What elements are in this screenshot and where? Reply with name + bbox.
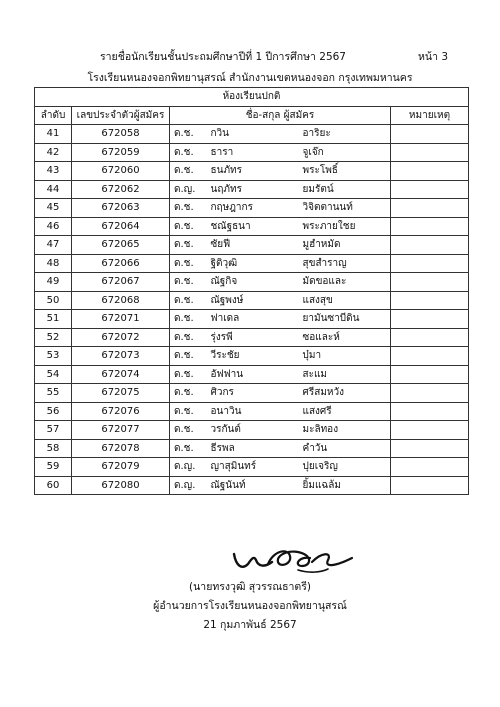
name-prefix: ด.ช.: [170, 217, 207, 236]
name-prefix: ด.ช.: [170, 328, 207, 347]
table-row: [35, 365, 469, 384]
last-name: มูฮำหมัด: [299, 236, 391, 255]
last-name: ยามันซาบีดิน: [299, 310, 391, 329]
last-name: ยมรัตน์: [299, 180, 391, 199]
last-name: มัดขอและ: [299, 273, 391, 292]
table-row: [35, 273, 469, 292]
applicant-id: 672063: [72, 199, 170, 218]
remark-cell: [391, 254, 469, 273]
remark-cell: [391, 328, 469, 347]
row-number: 59: [35, 458, 72, 477]
table-row: [35, 421, 469, 440]
row-number: 41: [35, 125, 72, 144]
last-name: สุขสำราญ: [299, 254, 391, 273]
first-name: อัฟฟาน: [207, 365, 299, 384]
signature-date: 21 กุมภาพันธ์ 2567: [203, 619, 297, 631]
name-prefix: ด.ญ.: [170, 476, 207, 495]
column-header-remark: หมายเหตุ: [391, 106, 469, 125]
name-prefix: ด.ช.: [170, 162, 207, 181]
applicant-id: 672060: [72, 162, 170, 181]
applicant-id: 672071: [72, 310, 170, 329]
remark-cell: [391, 402, 469, 421]
applicant-id: 672079: [72, 458, 170, 477]
column-header-no: ลำดับ: [35, 106, 72, 125]
name-prefix: ด.ช.: [170, 421, 207, 440]
table-row: [35, 458, 469, 477]
row-number: 49: [35, 273, 72, 292]
table-row: [35, 217, 469, 236]
row-number: 47: [35, 236, 72, 255]
first-name: วรกันต์: [207, 421, 299, 440]
name-prefix: ด.ช.: [170, 143, 207, 162]
name-prefix: ด.ช.: [170, 125, 207, 144]
applicant-id: 672072: [72, 328, 170, 347]
name-prefix: ด.ช.: [170, 365, 207, 384]
section-header: ห้องเรียนปกติ: [35, 88, 469, 107]
remark-cell: [391, 273, 469, 292]
row-number: 56: [35, 402, 72, 421]
last-name: คำวัน: [299, 439, 391, 458]
table-row: [35, 291, 469, 310]
first-name: ชณัฐธนา: [207, 217, 299, 236]
row-number: 53: [35, 347, 72, 366]
applicant-id: 672066: [72, 254, 170, 273]
first-name: อนาวิน: [207, 402, 299, 421]
last-name: ปุยเจริญ: [299, 458, 391, 477]
applicant-id: 672068: [72, 291, 170, 310]
page-number: หน้า 3: [418, 51, 449, 63]
row-number: 58: [35, 439, 72, 458]
remark-cell: [391, 365, 469, 384]
name-prefix: ด.ญ.: [170, 458, 207, 477]
remark-cell: [391, 199, 469, 218]
name-prefix: ด.ช.: [170, 402, 207, 421]
first-name: ณัฐนันท์: [207, 476, 299, 495]
name-prefix: ด.ช.: [170, 291, 207, 310]
row-number: 50: [35, 291, 72, 310]
remark-cell: [391, 476, 469, 495]
name-prefix: ด.ช.: [170, 347, 207, 366]
remark-cell: [391, 310, 469, 329]
row-number: 45: [35, 199, 72, 218]
last-name: มะลิทอง: [299, 421, 391, 440]
last-name: ซอและห์: [299, 328, 391, 347]
remark-cell: [391, 384, 469, 403]
last-name: จูเจ๊ก: [299, 143, 391, 162]
table-row: [35, 328, 469, 347]
school-line: โรงเรียนหนองจอกพิทยานุสรณ์ สำนักงานเขตหนองจอก กรุงเทพมหานคร: [87, 72, 413, 84]
column-header-applicant-id: เลขประจำตัวผู้สมัคร: [72, 106, 170, 125]
row-number: 51: [35, 310, 72, 329]
row-number: 46: [35, 217, 72, 236]
applicant-id: 672067: [72, 273, 170, 292]
applicant-id: 672059: [72, 143, 170, 162]
table-body: [35, 125, 469, 495]
table-row: [35, 439, 469, 458]
first-name: ธีรพล: [207, 439, 299, 458]
row-number: 55: [35, 384, 72, 403]
name-prefix: ด.ญ.: [170, 180, 207, 199]
signer-name: (นายทรงวุฒิ สุวรรณธาตรี): [189, 581, 311, 593]
table-row: [35, 162, 469, 181]
row-number: 60: [35, 476, 72, 495]
first-name: กวิน: [207, 125, 299, 144]
first-name: นฤภัทร: [207, 180, 299, 199]
first-name: ธนภัทร: [207, 162, 299, 181]
name-prefix: ด.ช.: [170, 254, 207, 273]
remark-cell: [391, 162, 469, 181]
table-row: [35, 384, 469, 403]
last-name: แสงศรี: [299, 402, 391, 421]
applicant-id: 672075: [72, 384, 170, 403]
applicant-id: 672062: [72, 180, 170, 199]
remark-cell: [391, 236, 469, 255]
remark-cell: [391, 291, 469, 310]
last-name: วิจิตตานนท์: [299, 199, 391, 218]
table-row: [35, 236, 469, 255]
remark-cell: [391, 439, 469, 458]
remark-cell: [391, 217, 469, 236]
applicant-id: 672074: [72, 365, 170, 384]
last-name: พระภายใชย: [299, 217, 391, 236]
name-prefix: ด.ช.: [170, 439, 207, 458]
signature-image: [228, 540, 358, 580]
table-row: [35, 476, 469, 495]
applicant-id: 672076: [72, 402, 170, 421]
applicant-id: 672058: [72, 125, 170, 144]
name-prefix: ด.ช.: [170, 310, 207, 329]
remark-cell: [391, 458, 469, 477]
first-name: ฟาเดล: [207, 310, 299, 329]
applicant-id: 672073: [72, 347, 170, 366]
document-title: รายชื่อนักเรียนชั้นประถมศึกษาปีที่ 1 ปีการศึกษา 2567: [100, 51, 346, 63]
table-row: [35, 254, 469, 273]
table-row: [35, 143, 469, 162]
applicant-id: 672077: [72, 421, 170, 440]
last-name: อาริยะ: [299, 125, 391, 144]
first-name: ซัยฟี: [207, 236, 299, 255]
last-name: พระโพธิ์: [299, 162, 391, 181]
row-number: 54: [35, 365, 72, 384]
remark-cell: [391, 421, 469, 440]
remark-cell: [391, 180, 469, 199]
first-name: วีระชัย: [207, 347, 299, 366]
applicant-id: 672078: [72, 439, 170, 458]
first-name: ฐิติวุฒิ: [207, 254, 299, 273]
row-number: 42: [35, 143, 72, 162]
table-row: [35, 347, 469, 366]
last-name: แสงสุข: [299, 291, 391, 310]
row-number: 52: [35, 328, 72, 347]
column-header-name: ชื่อ-สกุล ผู้สมัคร: [170, 106, 391, 125]
remark-cell: [391, 143, 469, 162]
row-number: 44: [35, 180, 72, 199]
name-prefix: ด.ช.: [170, 236, 207, 255]
name-prefix: ด.ช.: [170, 384, 207, 403]
applicant-id: 672064: [72, 217, 170, 236]
last-name: ยิ้มแฉล้ม: [299, 476, 391, 495]
row-number: 48: [35, 254, 72, 273]
first-name: กฤษฎากร: [207, 199, 299, 218]
name-prefix: ด.ช.: [170, 199, 207, 218]
last-name: บุ๋มา: [299, 347, 391, 366]
header: [0, 48, 500, 64]
first-name: ธารา: [207, 143, 299, 162]
remark-cell: [391, 347, 469, 366]
row-number: 43: [35, 162, 72, 181]
first-name: ญาสุมินทร์: [207, 458, 299, 477]
first-name: รุ่งรพี: [207, 328, 299, 347]
last-name: ศรีสมหวัง: [299, 384, 391, 403]
name-prefix: ด.ช.: [170, 273, 207, 292]
table-row: [35, 199, 469, 218]
first-name: ณัฐพงษ์: [207, 291, 299, 310]
table-row: [35, 310, 469, 329]
applicant-id: 672080: [72, 476, 170, 495]
table-row: [35, 180, 469, 199]
table-row: [35, 125, 469, 144]
applicant-table: [34, 87, 469, 495]
applicant-id: 672065: [72, 236, 170, 255]
first-name: ณัฐกิจ: [207, 273, 299, 292]
signer-position: ผู้อำนวยการโรงเรียนหนองจอกพิทยานุสรณ์: [153, 600, 347, 612]
first-name: ศิวกร: [207, 384, 299, 403]
table-row: [35, 402, 469, 421]
last-name: สะแม: [299, 365, 391, 384]
row-number: 57: [35, 421, 72, 440]
remark-cell: [391, 125, 469, 144]
